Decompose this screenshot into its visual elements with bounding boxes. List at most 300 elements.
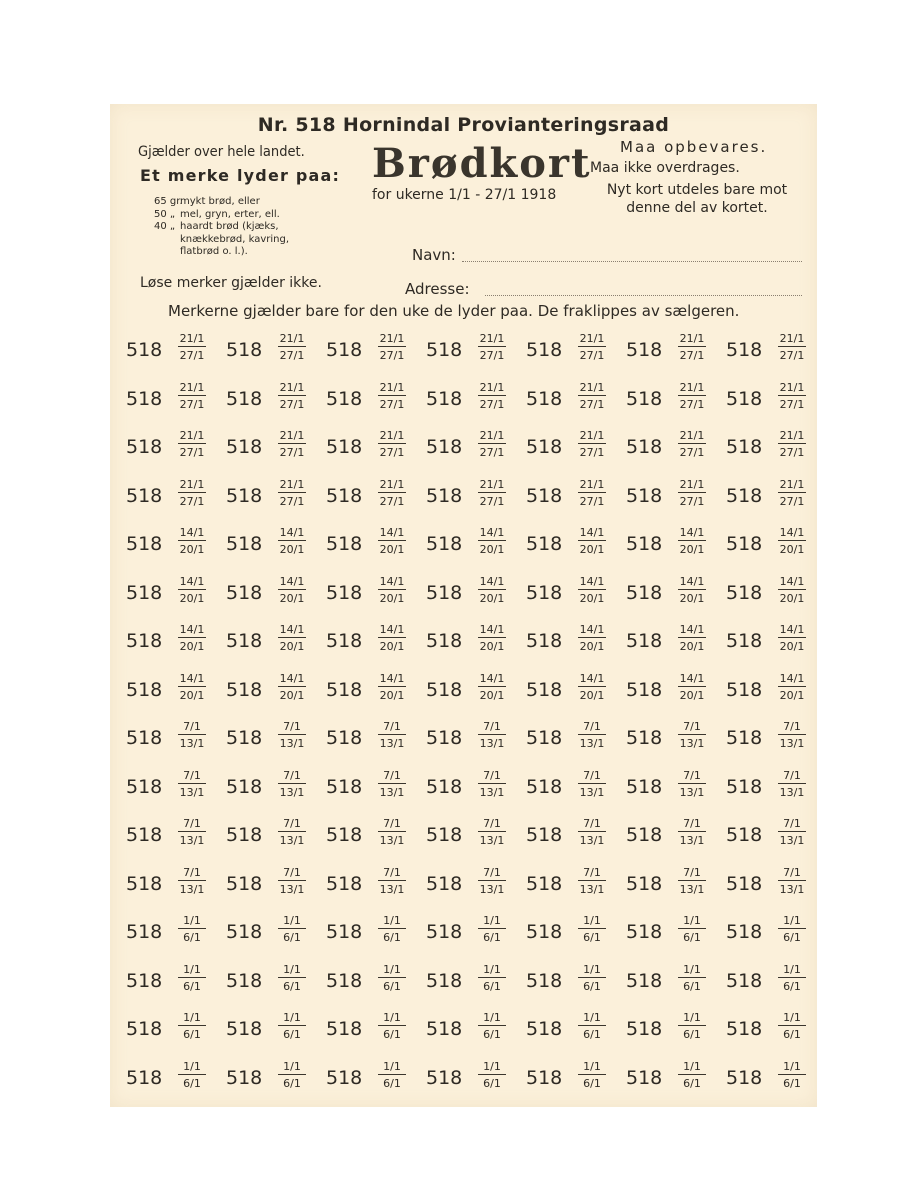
coupon-end-date: 13/1 [379, 882, 405, 896]
coupon-date-range [778, 769, 806, 799]
coupon-number: 518 [126, 387, 163, 410]
coupon-date-range [678, 1011, 706, 1041]
coupon-end-date: 27/1 [579, 397, 605, 411]
coupon-start-date: 14/1 [179, 526, 205, 539]
coupon [516, 863, 614, 910]
coupon-start-date: 14/1 [679, 671, 705, 685]
coupon-number: 518 [526, 533, 563, 555]
coupon-start-date: 14/1 [279, 671, 305, 685]
coupon-number: 518 [226, 339, 263, 361]
amount-row: flatbrød o. l.). [180, 246, 248, 257]
coupon-date-range [378, 817, 406, 847]
coupon-date-range [778, 963, 806, 993]
coupon-start-date: 14/1 [479, 623, 505, 636]
coupon-date-range [278, 1060, 306, 1090]
coupon-number: 518 [526, 969, 563, 992]
coupon-date-range [578, 429, 606, 459]
coupon [216, 911, 314, 958]
coupon [316, 1008, 414, 1055]
coupon-number: 518 [626, 339, 663, 361]
coupon-end-date: 13/1 [379, 834, 405, 847]
coupon-number: 518 [426, 484, 463, 507]
coupon-date-range [678, 672, 706, 702]
coupon [416, 1008, 514, 1055]
coupon-number: 518 [626, 921, 663, 943]
coupon-start-date: 21/1 [679, 477, 705, 491]
coupon-date-range [278, 381, 306, 411]
coupon-end-date: 6/1 [783, 979, 801, 993]
coupon [216, 1008, 314, 1055]
coupon-number: 518 [526, 824, 563, 846]
coupon-number: 518 [126, 969, 163, 992]
coupon-number: 518 [626, 678, 663, 701]
coupon-number: 518 [526, 1018, 563, 1040]
coupon-start-date: 21/1 [279, 429, 305, 442]
coupon-end-date: 27/1 [579, 494, 605, 508]
coupon-end-date: 20/1 [479, 543, 505, 556]
coupon-end-date: 6/1 [383, 979, 401, 993]
coupon [616, 523, 714, 570]
coupon-end-date: 27/1 [379, 494, 405, 508]
coupon [316, 523, 414, 570]
coupon [316, 669, 414, 716]
coupon-date-range [578, 720, 606, 750]
coupon-date-range [178, 963, 206, 993]
coupon-number: 518 [726, 436, 763, 458]
coupon-end-date: 13/1 [279, 737, 305, 750]
coupon-end-date: 6/1 [183, 1028, 201, 1041]
coupon-start-date: 14/1 [579, 671, 605, 685]
coupon-start-date: 14/1 [779, 526, 805, 539]
coupon-number: 518 [126, 872, 163, 895]
coupon-end-date: 20/1 [279, 591, 305, 605]
coupon-start-date: 1/1 [678, 1060, 706, 1075]
coupon-end-date: 6/1 [483, 979, 501, 993]
coupon-number: 518 [526, 436, 563, 458]
coupon [116, 620, 214, 667]
coupon-number: 518 [226, 436, 263, 458]
coupon-number: 518 [326, 581, 363, 604]
coupon-start-date: 21/1 [479, 477, 505, 491]
coupon-end-date: 27/1 [579, 446, 605, 459]
coupon-start-date: 14/1 [679, 574, 705, 588]
coupon-start-date: 7/1 [478, 817, 506, 832]
coupon-number: 518 [426, 727, 463, 749]
coupon-start-date: 1/1 [478, 914, 506, 929]
coupon [116, 475, 214, 522]
coupon-start-date: 14/1 [579, 574, 605, 588]
coupon-end-date: 6/1 [583, 1028, 601, 1041]
coupon [616, 1008, 714, 1055]
coupon-start-date: 7/1 [178, 769, 206, 784]
coupon-end-date: 27/1 [579, 349, 605, 362]
coupon [716, 378, 814, 425]
coupon [516, 378, 614, 425]
coupon-date-range [178, 720, 206, 750]
coupon [116, 814, 214, 861]
coupon-date-range [278, 672, 306, 702]
coupon [616, 378, 714, 425]
coupon-date-range [478, 1011, 506, 1041]
coupon [116, 378, 214, 425]
coupon-end-date: 20/1 [779, 640, 805, 653]
coupon [716, 766, 814, 813]
coupon-date-range [178, 623, 206, 653]
coupon [316, 1057, 414, 1104]
coupon-date-range [578, 866, 606, 896]
coupon-date-range [678, 769, 706, 799]
coupon-end-date: 13/1 [779, 834, 805, 847]
name-label: Navn: [412, 246, 456, 264]
coupon-start-date: 21/1 [779, 332, 805, 345]
bread-ration-card [110, 104, 817, 1107]
coupon-end-date: 6/1 [283, 931, 301, 944]
coupon [416, 475, 514, 522]
coupon [516, 766, 614, 813]
coupon-number: 518 [726, 921, 763, 943]
coupon-number: 518 [726, 824, 763, 846]
coupon-date-range [678, 381, 706, 411]
coupon-end-date: 6/1 [583, 1076, 601, 1090]
coupon-start-date: 7/1 [278, 866, 306, 881]
coupon-start-date: 14/1 [279, 526, 305, 539]
coupon-date-range [678, 623, 706, 653]
coupon [716, 911, 814, 958]
coupon-number: 518 [126, 436, 163, 458]
coupon-date-range [378, 575, 406, 605]
coupon-date-range [178, 381, 206, 411]
coupon-end-date: 20/1 [279, 688, 305, 702]
coupon-end-date: 27/1 [279, 494, 305, 508]
coupon-end-date: 20/1 [679, 640, 705, 653]
coupon [616, 572, 714, 619]
coupon-end-date: 20/1 [479, 591, 505, 605]
coupon-number: 518 [126, 824, 163, 846]
coupon-date-range [778, 1011, 806, 1041]
coupon-number: 518 [726, 630, 763, 652]
coupon-start-date: 7/1 [778, 720, 806, 735]
coupon [316, 329, 414, 376]
coupon-number: 518 [326, 727, 363, 749]
coupon-number: 518 [326, 387, 363, 410]
coupon [316, 717, 414, 764]
coupon-start-date: 14/1 [779, 671, 805, 685]
coupon-number: 518 [726, 1066, 763, 1089]
coupon-start-date: 21/1 [679, 332, 705, 345]
coupon-date-range [378, 478, 406, 508]
coupon-end-date: 27/1 [479, 446, 505, 459]
loose-stamps-note: Løse merker gjælder ikke. [140, 275, 322, 291]
coupon-number: 518 [126, 921, 163, 943]
coupon [416, 960, 514, 1007]
coupon-number: 518 [326, 775, 363, 798]
coupon-end-date: 13/1 [479, 834, 505, 847]
coupon-number: 518 [426, 339, 463, 361]
coupon [216, 523, 314, 570]
coupon-end-date: 6/1 [183, 1076, 201, 1090]
coupon-date-range [378, 720, 406, 750]
coupon-date-range [678, 817, 706, 847]
coupon-date-range [278, 332, 306, 362]
coupon-end-date: 6/1 [283, 979, 301, 993]
coupon-end-date: 20/1 [679, 591, 705, 605]
coupon-start-date: 1/1 [178, 1060, 206, 1075]
coupon-start-date: 21/1 [479, 380, 505, 394]
coupon [616, 911, 714, 958]
coupon-start-date: 14/1 [479, 574, 505, 588]
coupon-end-date: 20/1 [479, 640, 505, 653]
coupon-start-date: 1/1 [678, 963, 706, 978]
coupon-date-range [378, 1060, 406, 1090]
coupon [616, 717, 714, 764]
coupon-date-range [378, 429, 406, 459]
coupon-number: 518 [426, 436, 463, 458]
coupon [516, 523, 614, 570]
coupon-start-date: 7/1 [478, 720, 506, 735]
coupon-end-date: 13/1 [379, 785, 405, 799]
coupon-end-date: 27/1 [679, 446, 705, 459]
coupon-start-date: 21/1 [279, 332, 305, 345]
coupon-number: 518 [526, 872, 563, 895]
coupon-start-date: 14/1 [379, 623, 405, 636]
coupon [116, 426, 214, 473]
coupon-start-date: 14/1 [379, 574, 405, 588]
coupon-start-date: 7/1 [478, 769, 506, 784]
coupon-number: 518 [426, 1066, 463, 1089]
coupon-number: 518 [726, 872, 763, 895]
coupon [716, 863, 814, 910]
coupon-number: 518 [126, 1066, 163, 1089]
coupon-start-date: 7/1 [778, 866, 806, 881]
coupon-number: 518 [226, 533, 263, 555]
coupon-number: 518 [126, 727, 163, 749]
coupon [516, 717, 614, 764]
amount-list [154, 196, 289, 259]
coupon-date-range [578, 1060, 606, 1090]
coupon [216, 572, 314, 619]
coupon-end-date: 27/1 [679, 349, 705, 362]
coupon-date-range [778, 672, 806, 702]
coupon-number: 518 [626, 533, 663, 555]
address-field[interactable] [485, 295, 802, 296]
coupon-date-range [278, 429, 306, 459]
coupon-end-date: 6/1 [383, 1028, 401, 1041]
coupon-start-date: 1/1 [678, 1011, 706, 1026]
coupon-number: 518 [526, 678, 563, 701]
coupon-number: 518 [126, 581, 163, 604]
coupon-start-date: 1/1 [378, 1060, 406, 1075]
coupon-date-range [478, 769, 506, 799]
coupon-date-range [278, 914, 306, 944]
coupon-start-date: 1/1 [678, 914, 706, 929]
coupon-number: 518 [626, 484, 663, 507]
coupon-date-range [478, 963, 506, 993]
coupon-end-date: 6/1 [283, 1028, 301, 1041]
coupon-number: 518 [726, 969, 763, 992]
amount-row: 40 „ haardt brød (kjæks, [154, 221, 279, 232]
coupon-date-range [478, 332, 506, 362]
coupon-end-date: 20/1 [779, 591, 805, 605]
coupon-start-date: 21/1 [779, 477, 805, 491]
coupon-end-date: 20/1 [679, 688, 705, 702]
coupon-number: 518 [526, 630, 563, 652]
coupon-end-date: 13/1 [179, 882, 205, 896]
coupon-date-range [178, 866, 206, 896]
coupon-number: 518 [426, 630, 463, 652]
coupon-end-date: 27/1 [479, 494, 505, 508]
amount-row: 65 gr. mykt brød, eller [154, 196, 260, 207]
coupon-start-date: 14/1 [279, 623, 305, 636]
coupon-date-range [278, 866, 306, 896]
coupon-date-range [678, 720, 706, 750]
coupon-number: 518 [726, 533, 763, 555]
coupon-start-date: 14/1 [779, 623, 805, 636]
coupon-end-date: 20/1 [179, 688, 205, 702]
coupon [716, 717, 814, 764]
coupon-number: 518 [626, 775, 663, 798]
coupon [416, 572, 514, 619]
coupon [416, 1057, 514, 1104]
coupon-start-date: 21/1 [279, 477, 305, 491]
coupon-number: 518 [226, 872, 263, 895]
coupon [716, 620, 814, 667]
coupon-number: 518 [626, 727, 663, 749]
coupon-date-range [178, 769, 206, 799]
coupon [316, 620, 414, 667]
coupon-date-range [478, 381, 506, 411]
coupon [716, 814, 814, 861]
coupon [716, 1008, 814, 1055]
coupon-date-range [478, 914, 506, 944]
coupon-start-date: 21/1 [579, 429, 605, 442]
coupon-date-range [178, 526, 206, 556]
coupon-number: 518 [526, 921, 563, 943]
coupon [316, 572, 414, 619]
coupon-number: 518 [126, 630, 163, 652]
coupon-number: 518 [426, 387, 463, 410]
coupon-date-range [478, 866, 506, 896]
coupon-end-date: 6/1 [683, 931, 701, 944]
coupon-end-date: 13/1 [179, 737, 205, 750]
coupon-number: 518 [726, 678, 763, 701]
coupon-start-date: 7/1 [378, 866, 406, 881]
coupon-start-date: 7/1 [278, 769, 306, 784]
coupon-end-date: 6/1 [483, 1028, 501, 1041]
coupon [716, 475, 814, 522]
coupon-date-range [778, 429, 806, 459]
coupon-start-date: 21/1 [179, 332, 205, 345]
stamp-value-heading: Et merke lyder paa: [140, 166, 341, 185]
coupon-end-date: 20/1 [579, 591, 605, 605]
coupon-date-range [778, 817, 806, 847]
coupon-date-range [678, 866, 706, 896]
coupon [616, 329, 714, 376]
coupon [516, 475, 614, 522]
coupon-date-range [378, 672, 406, 702]
coupon-end-date: 27/1 [479, 349, 505, 362]
coupon-start-date: 7/1 [578, 769, 606, 784]
coupon-date-range [178, 332, 206, 362]
coupon-date-range [778, 332, 806, 362]
coupon-date-range [178, 817, 206, 847]
coupon-number: 518 [326, 872, 363, 895]
coupon-number: 518 [726, 484, 763, 507]
coupon-end-date: 6/1 [783, 931, 801, 944]
coupon [616, 863, 714, 910]
coupon-date-range [278, 1011, 306, 1041]
name-field[interactable] [462, 261, 802, 262]
coupon-number: 518 [626, 581, 663, 604]
coupon-start-date: 21/1 [279, 380, 305, 394]
coupon-start-date: 7/1 [578, 720, 606, 735]
coupon-start-date: 14/1 [479, 526, 505, 539]
coupon-date-range [278, 963, 306, 993]
coupon [116, 523, 214, 570]
coupon [416, 863, 514, 910]
coupon [116, 717, 214, 764]
coupon-start-date: 1/1 [778, 1011, 806, 1026]
coupon-end-date: 27/1 [379, 397, 405, 411]
coupon-end-date: 27/1 [379, 349, 405, 362]
coupon [516, 669, 614, 716]
coupon [716, 523, 814, 570]
coupon-date-range [678, 914, 706, 944]
coupon-start-date: 1/1 [778, 963, 806, 978]
coupon-date-range [478, 672, 506, 702]
coupon-end-date: 20/1 [279, 543, 305, 556]
coupon-end-date: 20/1 [379, 688, 405, 702]
coupon-start-date: 1/1 [778, 914, 806, 929]
coupon [516, 911, 614, 958]
coupon-start-date: 7/1 [678, 817, 706, 832]
coupon-end-date: 13/1 [679, 834, 705, 847]
coupon-date-range [578, 381, 606, 411]
coupon-start-date: 1/1 [578, 914, 606, 929]
coupon-end-date: 20/1 [379, 591, 405, 605]
coupon-date-range [578, 478, 606, 508]
coupon-end-date: 20/1 [579, 543, 605, 556]
coupon-end-date: 20/1 [179, 640, 205, 653]
coupon-date-range [778, 914, 806, 944]
coupon [616, 426, 714, 473]
coupon [116, 1008, 214, 1055]
coupon [416, 378, 514, 425]
coupon-number: 518 [726, 339, 763, 361]
coupon [716, 960, 814, 1007]
coupon [616, 669, 714, 716]
coupon-start-date: 21/1 [579, 380, 605, 394]
coupon-start-date: 14/1 [779, 574, 805, 588]
coupon-start-date: 1/1 [378, 1011, 406, 1026]
coupon-number: 518 [226, 921, 263, 943]
coupon-end-date: 13/1 [479, 882, 505, 896]
coupon-start-date: 1/1 [378, 963, 406, 978]
coupon-end-date: 13/1 [679, 737, 705, 750]
coupon [616, 475, 714, 522]
coupon [416, 766, 514, 813]
coupon-end-date: 6/1 [483, 1076, 501, 1090]
coupon-date-range [778, 575, 806, 605]
coupon-number: 518 [226, 1018, 263, 1040]
coupon-date-range [578, 769, 606, 799]
coupon [216, 766, 314, 813]
coupon-start-date: 1/1 [578, 963, 606, 978]
coupon [216, 814, 314, 861]
coupon-end-date: 13/1 [579, 737, 605, 750]
coupon-start-date: 7/1 [778, 769, 806, 784]
coupon-end-date: 27/1 [379, 446, 405, 459]
coupon-number: 518 [126, 484, 163, 507]
